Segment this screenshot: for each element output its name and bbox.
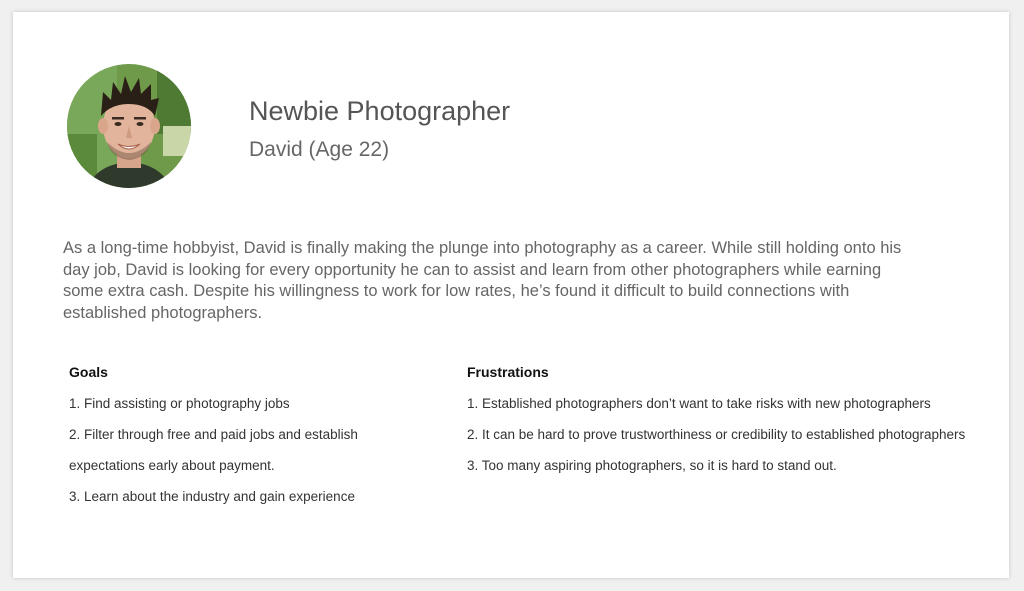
portrait-photo-icon [67, 64, 191, 188]
goals-heading: Goals [69, 364, 108, 380]
persona-bio: As a long-time hobbyist, David is finally making the plunge into photography as a career. While still holding onto his day job, David is looking for every opportunity he can to assist and learn from other photographers while earning some extra cash. Despite his willingness to work for low rates, he’s found it difficult to build connections with established photographers. [63, 239, 902, 322]
list-item: 2. Filter through free and paid jobs and establish expectations early about payment. [69, 427, 358, 473]
list-item: 1. Find assisting or photography jobs [69, 396, 290, 411]
list-item: 1. Established photographers don’t want to take risks with new photographers [467, 396, 931, 411]
page-title: Newbie Photographer [249, 96, 511, 126]
persona-card [13, 12, 1009, 578]
frustrations-heading: Frustrations [467, 364, 549, 380]
list-item: 2. It can be hard to prove trustworthiness or credibility to established photographers [467, 427, 966, 442]
frustrations-list [467, 388, 987, 481]
goals-section [69, 364, 409, 512]
list-item: 3. Learn about the industry and gain experience [69, 489, 355, 504]
persona-subtitle: David (Age 22) [249, 138, 390, 161]
goals-list [69, 388, 409, 512]
avatar [67, 64, 191, 188]
frustrations-section [467, 364, 987, 481]
list-item: 3. Too many aspiring photographers, so it is hard to stand out. [467, 458, 837, 473]
